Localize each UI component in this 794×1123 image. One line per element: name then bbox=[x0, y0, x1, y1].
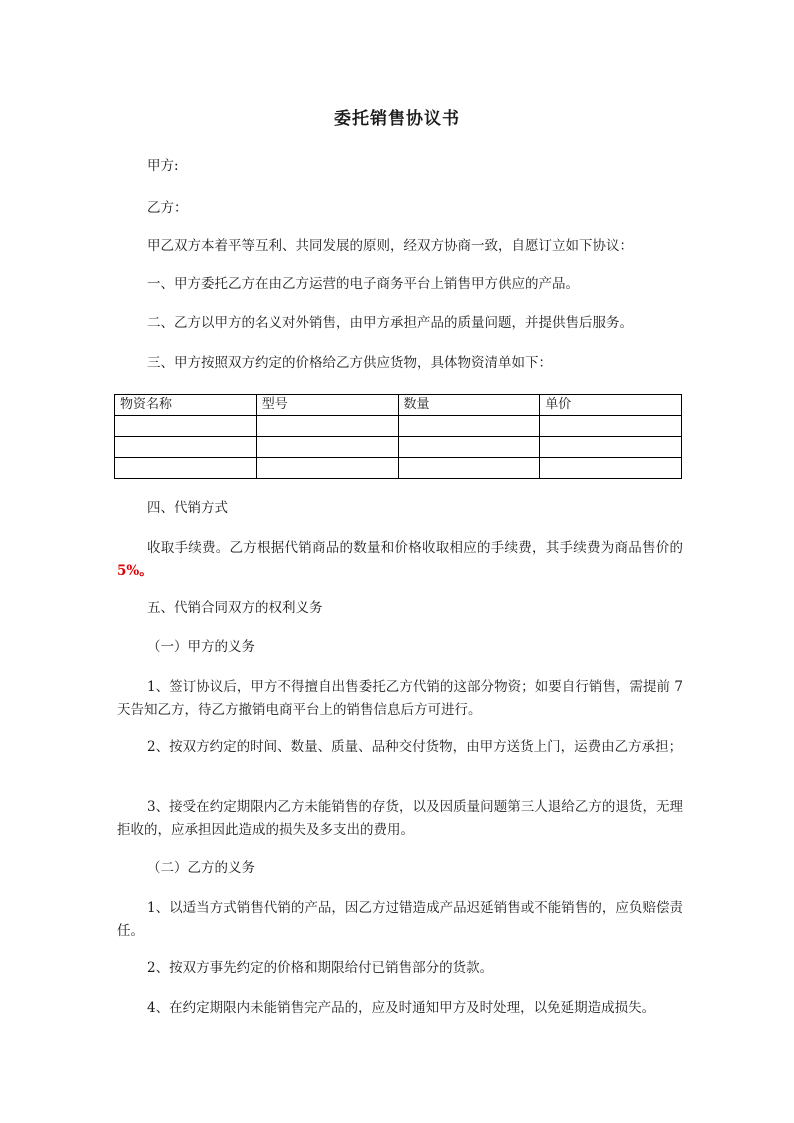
party-b-line: 乙方： bbox=[147, 200, 188, 216]
table-cell bbox=[398, 458, 540, 479]
clause-5-title: 五、代销合同双方的权利义务 bbox=[147, 600, 323, 616]
party-a-duty-3: 3、接受在约定期限内乙方未能销售的存货，以及因质量问题第三人退给乙方的退货，无理拒收的，应承担因此造成的损失及多支出的费用。 bbox=[117, 799, 683, 838]
header-cell-price: 单价 bbox=[540, 395, 682, 416]
clause-4-title: 四、代销方式 bbox=[147, 500, 228, 516]
table-cell bbox=[398, 437, 540, 458]
table-cell bbox=[256, 416, 398, 437]
table-header-row bbox=[115, 395, 682, 416]
table-cell bbox=[115, 416, 257, 437]
party-a-duty-1: 1、签订协议后，甲方不得擅自出售委托乙方代销的这部分物资；如要自行销售，需提前 7 天告知乙方，待乙方撤销电商平台上的销售信息后方可进行。 bbox=[117, 679, 683, 718]
party-a-duties-title: （一）甲方的义务 bbox=[147, 639, 255, 655]
table-cell bbox=[540, 458, 682, 479]
table-cell bbox=[398, 416, 540, 437]
table-cell bbox=[256, 437, 398, 458]
fee-rate-highlight: 5%。 bbox=[117, 563, 153, 579]
party-a-line: 甲方: bbox=[147, 158, 179, 174]
table-cell bbox=[540, 416, 682, 437]
party-b-duty-2: 2、按双方事先约定的价格和期限给付已销售部分的货款。 bbox=[147, 960, 494, 976]
table-cell bbox=[115, 437, 257, 458]
table-row bbox=[115, 416, 682, 437]
goods-table bbox=[114, 394, 682, 479]
header-cell-name: 物资名称 bbox=[115, 395, 257, 416]
party-a-duty-2: 2、按双方约定的时间、数量、质量、品种交付货物，由甲方送货上门，运费由乙方承担； bbox=[147, 739, 683, 755]
party-b-duty-1: 1、以适当方式销售代销的产品，因乙方过错造成产品迟延销售或不能销售的，应负赔偿责任。 bbox=[117, 900, 683, 939]
party-b-duty-4: 4、在约定期限内未能销售完产品的，应及时通知甲方及时处理，以免延期造成损失。 bbox=[147, 1000, 656, 1016]
document-title: 委托销售协议书 bbox=[334, 109, 460, 129]
table-cell bbox=[115, 458, 257, 479]
header-cell-quantity: 数量 bbox=[398, 395, 540, 416]
clause-4-text bbox=[117, 537, 683, 583]
table-row bbox=[115, 458, 682, 479]
clause-3: 三、甲方按照双方约定的价格给乙方供应货物，具体物资清单如下： bbox=[147, 355, 552, 371]
clause-2: 二、乙方以甲方的名义对外销售，由甲方承担产品的质量问题，并提供售后服务。 bbox=[147, 315, 633, 331]
intro-paragraph: 甲乙双方本着平等互利、共同发展的原则，经双方协商一致，自愿订立如下协议： bbox=[147, 238, 633, 254]
header-cell-model: 型号 bbox=[256, 395, 398, 416]
table-cell bbox=[256, 458, 398, 479]
party-b-duties-title: （二）乙方的义务 bbox=[147, 860, 255, 876]
table-cell bbox=[540, 437, 682, 458]
clause-1: 一、甲方委托乙方在由乙方运营的电子商务平台上销售甲方供应的产品。 bbox=[147, 276, 579, 292]
table-row bbox=[115, 437, 682, 458]
clause-4-body: 收取手续费。乙方根据代销商品的数量和价格收取相应的手续费，其手续费为商品售价的 bbox=[147, 540, 683, 556]
